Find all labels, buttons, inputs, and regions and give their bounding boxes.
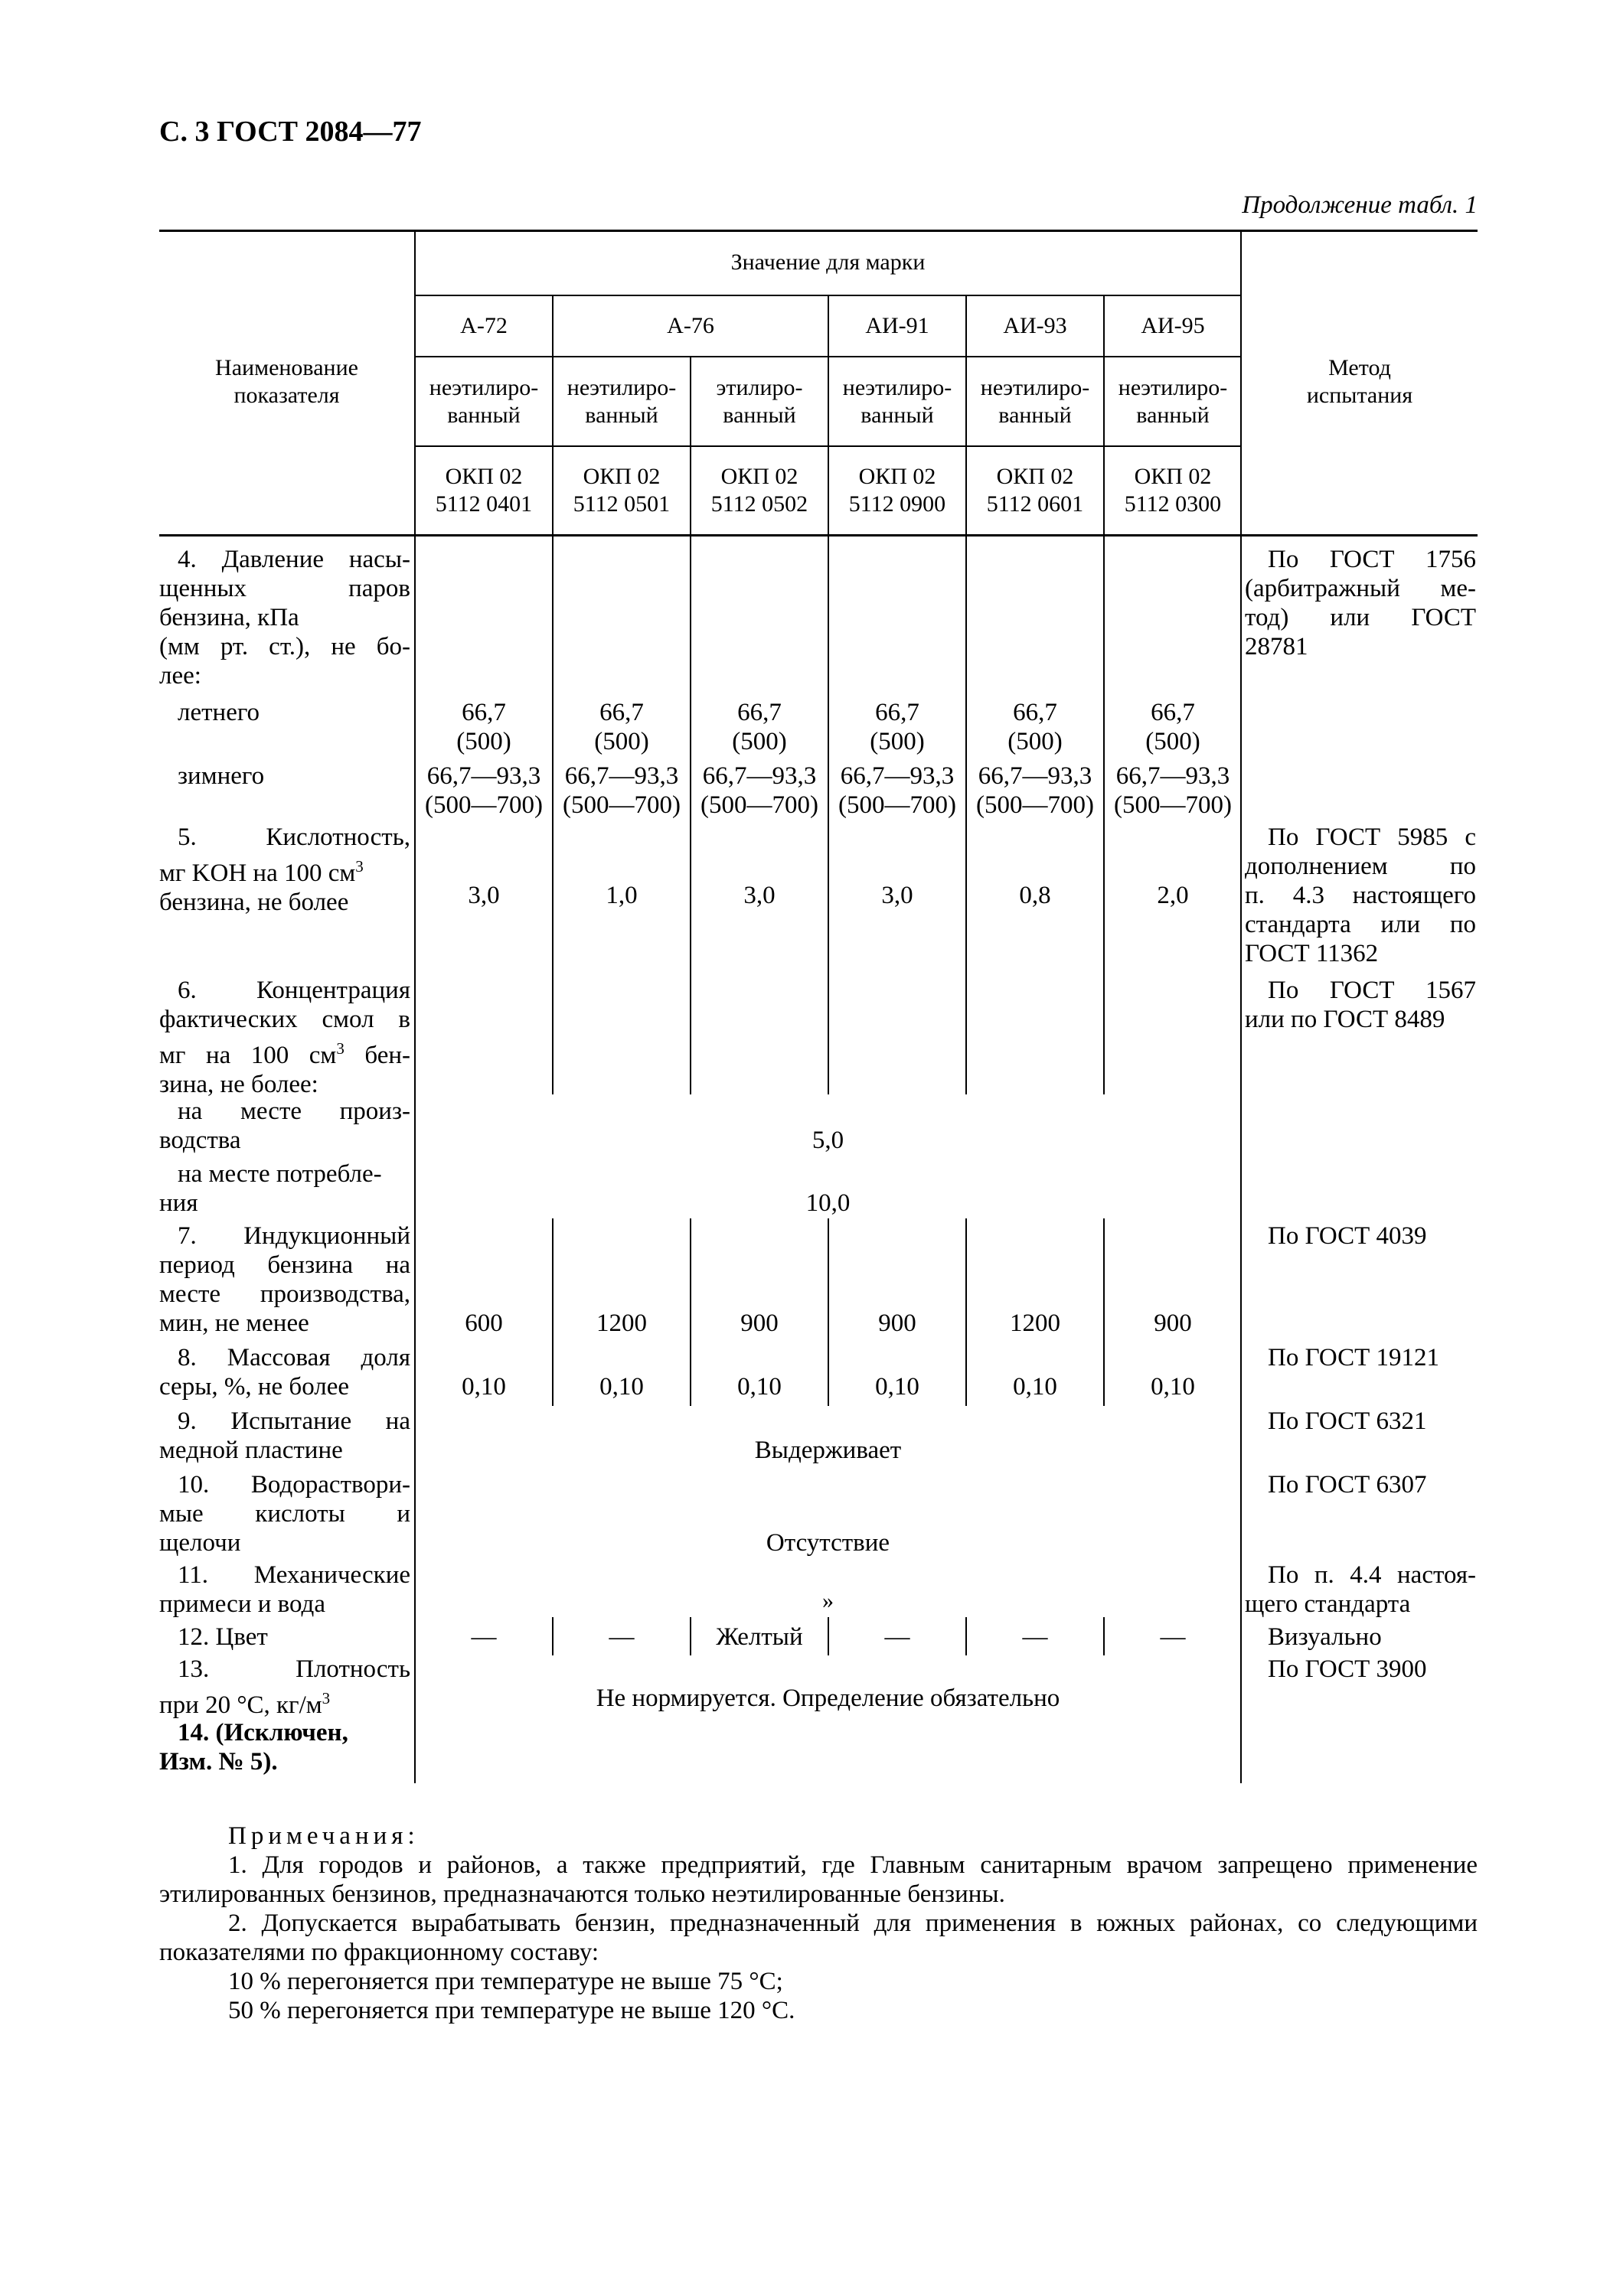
type-line: неэтилиро- — [842, 374, 952, 400]
name-line: на месте произ- — [178, 1097, 410, 1125]
type-cell — [691, 357, 828, 445]
value-line: (500) — [732, 728, 787, 755]
method-line: По ГОСТ 1567 — [1268, 977, 1476, 1004]
method-line: ГОСТ 11362 — [1245, 940, 1379, 967]
note-2-item-2: 50 % перегоняется при температуре не выше 120 °С. — [228, 1997, 795, 2024]
row-4-name — [159, 545, 410, 690]
col-header-method — [1242, 230, 1478, 534]
row-7-value: 600 — [465, 1309, 503, 1337]
value-line: 66,7 — [1151, 699, 1195, 726]
row-4-summer-value — [691, 698, 828, 756]
row-12-name — [159, 1623, 410, 1652]
row-8-value: 0,10 — [1151, 1373, 1195, 1401]
row-8-value: 0,10 — [737, 1373, 782, 1401]
name-line: летнего — [178, 699, 260, 726]
col-header-value: Значение для марки — [730, 249, 926, 275]
row-8-value: 0,10 — [599, 1373, 644, 1401]
method-line: (арбитражный ме- — [1245, 575, 1476, 602]
note-1: 1. Для городов и районов, а также предприятий, где Главным санитарным врачом запрещено применение этилированных бензинов, предназначаются только неэтилированные бензины. — [159, 1851, 1478, 1908]
type-line: неэтилиро- — [980, 374, 1090, 400]
row-4-method — [1245, 545, 1476, 661]
value-line: (500) — [1007, 728, 1063, 755]
row-10-value: Отсутствие — [766, 1529, 890, 1557]
name-line: зимнего — [178, 762, 265, 790]
row-5-value: 0,8 — [1019, 882, 1051, 909]
type-cell — [554, 357, 690, 445]
row-4-summer-value — [416, 698, 552, 756]
notes-title: Примечания: — [228, 1822, 420, 1850]
method-line: По ГОСТ 1756 — [1268, 546, 1476, 573]
value-line: 66,7 — [875, 699, 919, 726]
row-5-value: 3,0 — [743, 882, 776, 909]
name-line: щелочи — [159, 1529, 241, 1557]
type-line: ванный — [585, 402, 658, 428]
row-12-value: — — [471, 1623, 497, 1651]
name-line: бен- — [364, 1042, 411, 1069]
type-cell — [829, 357, 965, 445]
value-line: 66,7—93,3 — [978, 762, 1092, 790]
row-12-method — [1245, 1623, 1476, 1652]
row-12-value: — — [1160, 1623, 1186, 1651]
mark-ai95: АИ-95 — [1141, 313, 1205, 338]
name-line: мг на 100 см — [159, 1042, 337, 1069]
name-line: период бензина на — [159, 1251, 410, 1279]
name-line: серы, %, не более — [159, 1373, 350, 1401]
name-line: щенных паров — [159, 575, 410, 602]
value-line: 66,7—93,3 — [702, 762, 817, 790]
row-4-sub-summer — [159, 698, 410, 727]
name-line: 11. Механические — [178, 1561, 410, 1589]
method-line: Визуально — [1268, 1623, 1382, 1651]
value-line: (500) — [870, 728, 925, 755]
method-line: тод) или ГОСТ — [1245, 604, 1476, 631]
value-line: 66,7—93,3 — [426, 762, 541, 790]
name-line: 6. Концентрация — [178, 977, 410, 1004]
row-6-value-production: 5,0 — [812, 1127, 844, 1154]
row-4-winter-value — [416, 762, 552, 820]
method-line: п. 4.3 настоящего — [1245, 882, 1476, 909]
row-7-value: 900 — [740, 1309, 779, 1337]
code-line: ОКП 02 — [996, 464, 1074, 489]
row-12-value: Желтый — [716, 1623, 803, 1651]
col-header-name-line: показателя — [233, 383, 340, 408]
row-9-method — [1245, 1407, 1476, 1436]
row-6-sub-production — [159, 1097, 410, 1155]
name-line: 7. Индукционный — [178, 1222, 410, 1250]
col-header-method-line: испытания — [1306, 383, 1413, 408]
name-line: мин, не менее — [159, 1309, 309, 1337]
row-9-value: Выдерживает — [754, 1437, 902, 1464]
code-cell — [554, 447, 690, 534]
method-line: стандарта или по — [1245, 911, 1476, 938]
method-line: По ГОСТ 4039 — [1268, 1222, 1427, 1250]
code-line: ОКП 02 — [720, 464, 798, 489]
table-header-bottom-border — [159, 534, 1478, 536]
row-4-winter-value — [829, 762, 965, 820]
code-line: 5112 0300 — [1124, 491, 1222, 517]
row-5-method — [1245, 823, 1476, 968]
row-14-name — [159, 1718, 410, 1776]
row-4-winter-value — [967, 762, 1103, 820]
superscript: 3 — [355, 857, 364, 876]
row-4-summer-value — [554, 698, 690, 756]
type-cell — [1105, 357, 1241, 445]
method-line: По ГОСТ 6307 — [1268, 1471, 1427, 1499]
row-12-value: — — [609, 1623, 635, 1651]
row-7-method — [1245, 1221, 1476, 1251]
value-line: 66,7—93,3 — [564, 762, 679, 790]
value-line: (500—700) — [563, 791, 681, 819]
row-6-name — [159, 976, 410, 1099]
name-line: примеси и вода — [159, 1590, 325, 1618]
value-line: 66,7 — [599, 699, 644, 726]
name-line: ния — [159, 1189, 198, 1217]
value-line: (500—700) — [700, 791, 818, 819]
row-8-value: 0,10 — [875, 1373, 919, 1401]
code-line: ОКП 02 — [858, 464, 936, 489]
row-5-value: 2,0 — [1157, 882, 1189, 909]
name-line: на месте потребле- — [178, 1160, 382, 1188]
row-13-method — [1245, 1655, 1476, 1684]
row-5-value: 1,0 — [606, 882, 638, 909]
code-line: ОКП 02 — [583, 464, 661, 489]
method-line: По ГОСТ 19121 — [1268, 1344, 1439, 1371]
name-line: месте производства, — [159, 1280, 410, 1308]
mark-a72: А-72 — [460, 313, 508, 338]
row-5-value: 3,0 — [468, 882, 500, 909]
row-8-value: 0,10 — [462, 1373, 506, 1401]
value-line: 66,7 — [1013, 699, 1057, 726]
code-line: 5112 0401 — [435, 491, 533, 517]
method-line: По ГОСТ 6321 — [1268, 1407, 1427, 1435]
method-line: дополнением по — [1245, 853, 1476, 880]
row-7-value: 900 — [1154, 1309, 1192, 1337]
row-11-method — [1245, 1561, 1476, 1619]
row-11-name — [159, 1561, 410, 1619]
row-13-name — [159, 1655, 410, 1720]
name-line: 10. Водораствори- — [178, 1471, 410, 1499]
code-line: 5112 0601 — [986, 491, 1084, 517]
row-4-summer-value — [967, 698, 1103, 756]
col-header-name-line: Наименование — [215, 355, 358, 380]
type-line: ванный — [998, 402, 1072, 428]
row-7-value: 1200 — [1010, 1309, 1060, 1337]
code-line: 5112 0900 — [848, 491, 946, 517]
row-4-summer-value — [829, 698, 965, 756]
row-9-name — [159, 1407, 410, 1465]
name-line: 13. Плотность — [178, 1655, 410, 1683]
value-line: (500—700) — [976, 791, 1094, 819]
name-line: 14. (Исключен, — [178, 1719, 348, 1746]
type-line: ванный — [723, 402, 796, 428]
row-6-method — [1245, 976, 1476, 1034]
page-title: С. 3 ГОСТ 2084—77 — [159, 116, 422, 148]
name-line: зина, не более: — [159, 1071, 318, 1098]
name-line: фактических смол в — [159, 1006, 410, 1033]
row-8-value: 0,10 — [1013, 1373, 1057, 1401]
mark-ai93: АИ-93 — [1003, 313, 1067, 338]
superscript: 3 — [322, 1689, 331, 1707]
type-line: неэтилиро- — [429, 374, 539, 400]
row-5-value: 3,0 — [881, 882, 913, 909]
col-header-method-line: Метод — [1328, 355, 1391, 380]
note-2: 2. Допускается вырабатывать бензин, предназначенный для применения в южных районах, со следующими показателями по фракционному составу: — [159, 1910, 1478, 1966]
code-cell — [1105, 447, 1241, 534]
code-cell — [691, 447, 828, 534]
code-line: ОКП 02 — [445, 464, 523, 489]
row-4-winter-value — [1105, 762, 1241, 820]
name-line: мг KOH на 100 см — [159, 859, 356, 887]
code-cell — [416, 447, 552, 534]
name-line: мые кислоты и — [159, 1500, 410, 1528]
type-line: ванный — [447, 402, 521, 428]
row-13-value: Не нормируется. Определение обязательно — [596, 1684, 1060, 1712]
superscript: 3 — [336, 1039, 345, 1058]
name-line: (мм рт. ст.), не бо- — [159, 633, 410, 660]
name-line: бензина, не более — [159, 889, 349, 916]
name-line: 9. Испытание на — [178, 1407, 410, 1435]
row-6-value-consumption: 10,0 — [805, 1189, 851, 1217]
notes — [159, 1821, 1478, 2025]
mark-a76: А-76 — [667, 313, 714, 338]
code-cell — [829, 447, 965, 534]
name-line: 8. Массовая доля — [178, 1344, 410, 1371]
value-line: 66,7—93,3 — [840, 762, 955, 790]
row-10-name — [159, 1470, 410, 1557]
row-4-summer-value — [1105, 698, 1241, 756]
table-caption: Продолжение табл. 1 — [1242, 191, 1478, 219]
value-line: (500) — [456, 728, 511, 755]
name-line: 5. Кислотность, — [178, 823, 410, 851]
name-line: медной пластине — [159, 1437, 343, 1464]
method-line: или по ГОСТ 8489 — [1245, 1006, 1445, 1033]
row-4-winter-value — [691, 762, 828, 820]
value-line: (500—700) — [838, 791, 956, 819]
row-5-name — [159, 823, 410, 917]
row-12-value: — — [1022, 1623, 1048, 1651]
type-line: ванный — [860, 402, 934, 428]
row-4-sub-winter — [159, 762, 410, 791]
type-line: неэтилиро- — [567, 374, 677, 400]
name-line: лее: — [159, 662, 201, 690]
row-11-value: » — [822, 1588, 834, 1613]
row-6-sub-consumption — [159, 1159, 410, 1218]
name-line: 12. Цвет — [178, 1623, 268, 1651]
row-7-value: 900 — [878, 1309, 916, 1337]
row-10-method — [1245, 1470, 1476, 1499]
code-line: 5112 0502 — [710, 491, 808, 517]
value-line: (500—700) — [1114, 791, 1232, 819]
value-line: 66,7 — [737, 699, 782, 726]
row-7-name — [159, 1221, 410, 1338]
method-line: 28781 — [1245, 633, 1308, 660]
type-line: неэтилиро- — [1118, 374, 1228, 400]
method-line: По ГОСТ 3900 — [1268, 1655, 1427, 1683]
mark-ai91: АИ-91 — [865, 313, 929, 338]
row-8-name — [159, 1343, 410, 1401]
type-cell — [967, 357, 1103, 445]
name-line: бензина, кПа — [159, 604, 299, 631]
name-line: водства — [159, 1127, 241, 1154]
type-line: этилиро- — [716, 374, 803, 400]
row-4-winter-value — [554, 762, 690, 820]
value-line: (500—700) — [425, 791, 543, 819]
code-line: 5112 0501 — [573, 491, 671, 517]
type-cell — [416, 357, 552, 445]
value-line: (500) — [1145, 728, 1200, 755]
code-cell — [967, 447, 1103, 534]
row-12-value: — — [884, 1623, 910, 1651]
note-2-item-1: 10 % перегоняется при температуре не выше 75 °С; — [228, 1968, 783, 1995]
col-header-name — [159, 230, 414, 534]
type-line: ванный — [1136, 402, 1210, 428]
name-line: 4. Давление насы- — [178, 546, 410, 573]
row-8-method — [1245, 1343, 1476, 1372]
code-line: ОКП 02 — [1134, 464, 1212, 489]
method-line: щего стандарта — [1245, 1590, 1411, 1618]
name-line: при 20 °С, кг/м — [159, 1691, 322, 1719]
name-line: Изм. № 5). — [159, 1748, 278, 1776]
value-line: 66,7—93,3 — [1115, 762, 1230, 790]
row-7-value: 1200 — [596, 1309, 647, 1337]
method-line: По ГОСТ 5985 с — [1268, 823, 1476, 851]
value-line: (500) — [594, 728, 649, 755]
value-line: 66,7 — [462, 699, 506, 726]
method-line: По п. 4.4 настоя- — [1268, 1561, 1476, 1589]
